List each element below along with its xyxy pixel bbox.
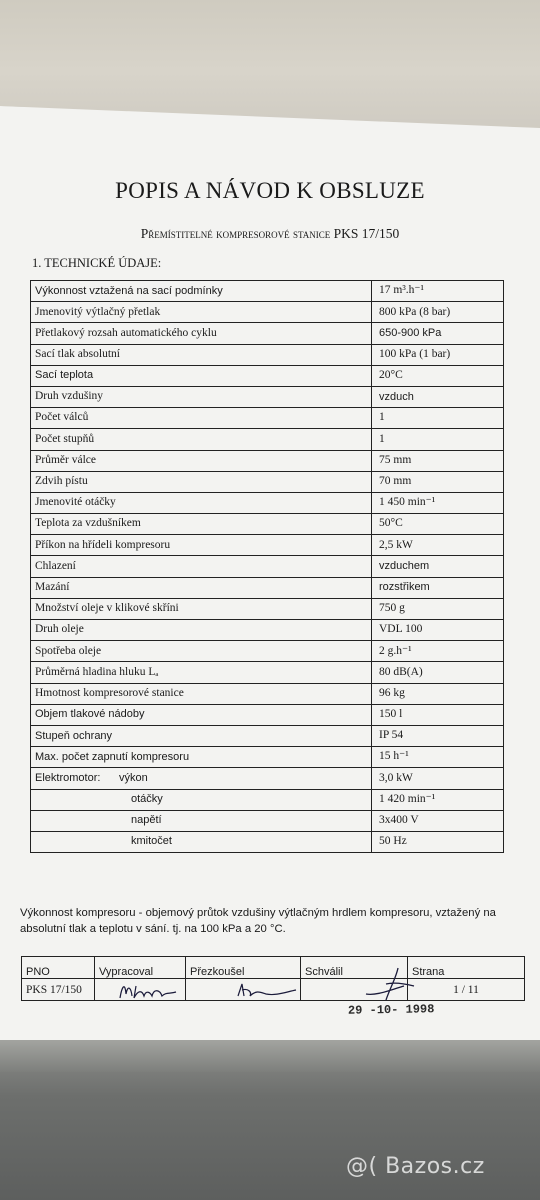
- spec-param: Stupeň ochrany: [31, 725, 372, 746]
- spec-param: Přetlakový rozsah automatického cyklu: [31, 323, 372, 344]
- spec-param: Jmenovitý výtlačný přetlak: [31, 302, 372, 323]
- spec-row: [31, 450, 504, 471]
- spec-value: 1 450 min⁻¹: [372, 492, 504, 513]
- spec-param: Druh oleje: [31, 620, 372, 641]
- spec-row: [31, 535, 504, 556]
- spec-row: [31, 598, 504, 619]
- spec-param: Hmotnost kompresorové stanice: [31, 683, 372, 704]
- spec-row: [31, 492, 504, 513]
- motor-value: 1 420 min⁻¹: [372, 789, 504, 810]
- motor-value: 50 Hz: [372, 831, 504, 852]
- spec-row: [31, 514, 504, 535]
- header-approved: Schválil: [301, 957, 408, 979]
- spec-param: Počet stupňů: [31, 429, 372, 450]
- document-title: POPIS A NÁVOD K OBSLUZE: [115, 178, 425, 203]
- spec-value: 750 g: [372, 598, 504, 619]
- spec-row: [31, 641, 504, 662]
- section-heading: 1. TECHNICKÉ ÚDAJE:: [32, 256, 162, 270]
- spec-row: [31, 471, 504, 492]
- signature-checked-icon: [232, 978, 302, 1002]
- spec-value: 80 dB(A): [372, 662, 504, 683]
- spec-param: Průměrná hladina hluku Lₐ: [31, 662, 372, 683]
- motor-value: 3x400 V: [372, 810, 504, 831]
- spec-value: 2 g.h⁻¹: [372, 641, 504, 662]
- spec-param: Průměr válce: [31, 450, 372, 471]
- spec-param: Spotřeba oleje: [31, 641, 372, 662]
- spec-row: [31, 365, 504, 386]
- spec-row: [31, 704, 504, 725]
- spec-param: Zdvih pístu: [31, 471, 372, 492]
- spec-param: Příkon na hřídeli kompresoru: [31, 535, 372, 556]
- pno-value: PKS 17/150: [22, 979, 95, 1001]
- spec-param: Objem tlakové nádoby: [31, 704, 372, 725]
- spec-param: Max. počet zapnutí kompresoru: [31, 747, 372, 768]
- signature-approved-icon: [356, 964, 426, 1004]
- spec-value: rozstřikem: [372, 577, 504, 598]
- spec-param: Výkonnost vztažená na sací podmínky: [31, 281, 372, 302]
- header-checked: Přezkoušel: [186, 957, 301, 979]
- spec-param: Množství oleje v klikové skříni: [31, 598, 372, 619]
- spec-param: Jmenovité otáčky: [31, 492, 372, 513]
- spec-value: 100 kPa (1 bar): [372, 344, 504, 365]
- motor-param: otáčky: [31, 789, 372, 810]
- spec-value: vzduchem: [372, 556, 504, 577]
- spec-param: Chlazení: [31, 556, 372, 577]
- spec-param: Sací tlak absolutní: [31, 344, 372, 365]
- spec-row: [31, 386, 504, 407]
- footnote: Výkonnost kompresoru - objemový průtok vzdušiny výtlačným hrdlem kompresoru, vztažený na absolutní tlak a teplotu v sání. tj. na 100 kPa a 20 °C.: [20, 907, 496, 936]
- header-page: Strana: [408, 957, 525, 979]
- spec-value: 15 h⁻¹: [372, 747, 504, 768]
- spec-param: Teplota za vzdušníkem: [31, 514, 372, 535]
- spec-row: [31, 556, 504, 577]
- spec-value: 2,5 kW: [372, 535, 504, 556]
- spec-value: 75 mm: [372, 450, 504, 471]
- spec-value: 17 m³.h⁻¹: [372, 281, 504, 302]
- motor-param: napětí: [31, 810, 372, 831]
- spec-param: Mazání: [31, 577, 372, 598]
- spec-value: IP 54: [372, 725, 504, 746]
- spec-value: VDL 100: [372, 620, 504, 641]
- spec-row: [31, 429, 504, 450]
- motor-row: [31, 768, 504, 789]
- spec-row: [31, 747, 504, 768]
- background-shelf-edge: [0, 1040, 540, 1072]
- header-prepared: Vypracoval: [95, 957, 186, 979]
- spec-row: [31, 725, 504, 746]
- spec-value: 96 kg: [372, 683, 504, 704]
- page-value: 1 / 11: [408, 979, 525, 1001]
- spec-row: [31, 620, 504, 641]
- spec-row: [31, 281, 504, 302]
- spec-value: 50°C: [372, 514, 504, 535]
- signature-prepared-icon: [116, 978, 186, 1004]
- spec-row: [31, 344, 504, 365]
- motor-value: 3,0 kW: [372, 768, 504, 789]
- spec-value: 650-900 kPa: [372, 323, 504, 344]
- motor-row: [31, 831, 504, 852]
- watermark: @( Bazos.cz: [346, 1154, 485, 1179]
- spec-row: [31, 577, 504, 598]
- spec-value: 1: [372, 408, 504, 429]
- motor-param-label: výkon: [119, 771, 148, 784]
- motor-label: Elektromotor:: [35, 771, 101, 784]
- motor-param: [31, 768, 372, 789]
- spec-value: vzduch: [372, 386, 504, 407]
- spec-row: [31, 662, 504, 683]
- spec-row: [31, 323, 504, 344]
- spec-param: Sací teplota: [31, 365, 372, 386]
- spec-param: Druh vzdušiny: [31, 386, 372, 407]
- spec-value: 20°C: [372, 365, 504, 386]
- motor-row: [31, 810, 504, 831]
- document-subtitle: Přemístitelné kompresorové stanice PKS 17/150: [140, 226, 400, 241]
- spec-value: 1: [372, 429, 504, 450]
- spec-row: [31, 408, 504, 429]
- spec-table: [30, 280, 504, 853]
- spec-value: 800 kPa (8 bar): [372, 302, 504, 323]
- spec-param: Počet válců: [31, 408, 372, 429]
- date-stamp: 29 -10- 1998: [347, 1002, 435, 1018]
- motor-param: kmitočet: [31, 831, 372, 852]
- spec-value: 150 l: [372, 704, 504, 725]
- motor-row: [31, 789, 504, 810]
- approval-header-row: [22, 957, 525, 979]
- spec-value: 70 mm: [372, 471, 504, 492]
- spec-row: [31, 302, 504, 323]
- header-pno: PNO: [22, 957, 95, 979]
- spec-row: [31, 683, 504, 704]
